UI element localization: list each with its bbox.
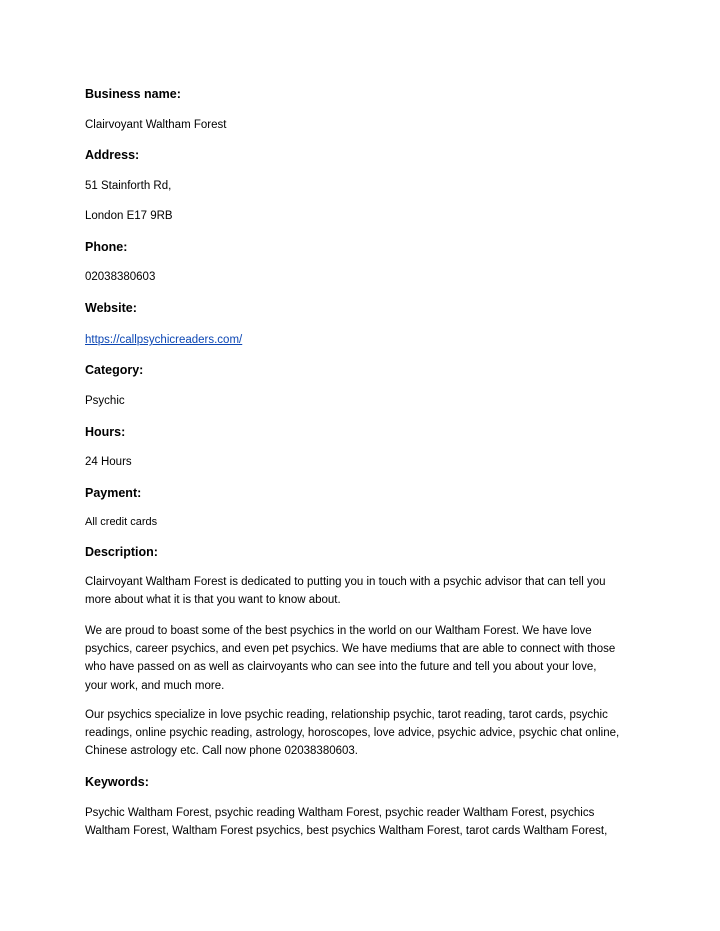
- phone-value: 02038380603: [85, 271, 156, 283]
- paragraph-line: readings, online psychic reading, astrology, horoscopes, love advice, psychic advice, psychic chat online,: [85, 727, 620, 740]
- payment-value: All credit cards: [85, 516, 158, 528]
- website-label: Website:: [85, 301, 137, 315]
- address-label: Address:: [85, 148, 140, 162]
- hours-value: 24 Hours: [85, 456, 132, 468]
- paragraph-line: psychics, career psychics, and even pet psychics. We have mediums that are able to connect with those: [85, 643, 616, 656]
- paragraph-line: Chinese astrology etc. Call now phone 02038380603.: [85, 745, 358, 758]
- category-value: Psychic: [85, 395, 125, 407]
- keywords-line: Waltham Forest, Waltham Forest psychics, best psychics Waltham Forest, tarot cards Waltham Forest,: [85, 825, 608, 838]
- paragraph-line: more about what it is that you want to know about.: [85, 594, 341, 607]
- payment-label: Payment:: [85, 486, 142, 500]
- keywords-line: Psychic Waltham Forest, psychic reading Waltham Forest, psychic reader Waltham Forest, psychics: [85, 807, 595, 819]
- paragraph-line: Our psychics specialize in love psychic reading, relationship psychic, tarot reading, tarot cards, psychic: [85, 709, 608, 721]
- paragraph-line: your work, and much more.: [85, 679, 225, 692]
- description-paragraph: [85, 622, 640, 695]
- keywords-paragraph: [85, 804, 640, 840]
- category-label: Category:: [85, 363, 144, 377]
- description-paragraph: [85, 573, 640, 609]
- hours-label: Hours:: [85, 425, 126, 439]
- paragraph-line: We are proud to boast some of the best psychics in the world on our Waltham Forest. We have love: [85, 625, 592, 637]
- keywords-label: Keywords:: [85, 775, 149, 789]
- paragraph-line: Clairvoyant Waltham Forest is dedicated to putting you in touch with a psychic advisor that can tell you: [85, 576, 606, 588]
- address-line-1: 51 Stainforth Rd,: [85, 180, 172, 192]
- paragraph-line: who have passed on as well as clairvoyants who can see into the future and tell you about your love,: [85, 661, 597, 674]
- phone-label: Phone:: [85, 240, 128, 254]
- description-paragraph: [85, 706, 640, 761]
- description-label: Description:: [85, 545, 158, 559]
- website-link[interactable]: https://callpsychicreaders.com/: [85, 334, 243, 346]
- business-name-value: Clairvoyant Waltham Forest: [85, 119, 227, 131]
- business-name-label: Business name:: [85, 87, 181, 101]
- address-line-2: London E17 9RB: [85, 210, 173, 222]
